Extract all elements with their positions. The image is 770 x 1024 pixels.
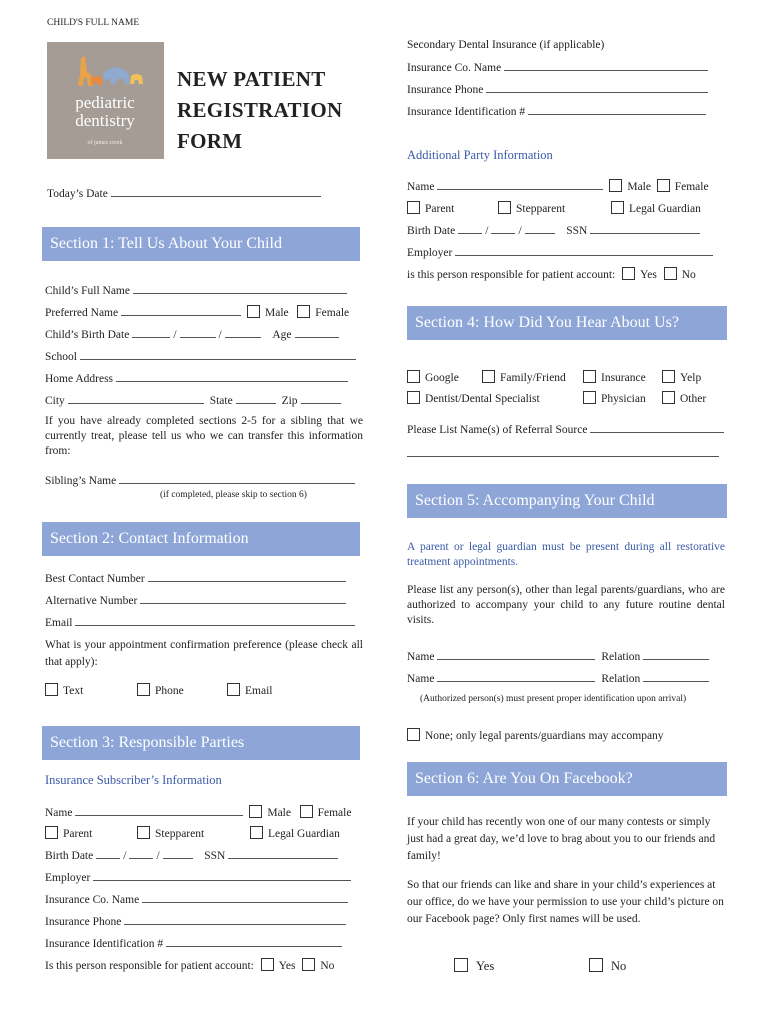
- subscriber-birth-row: Birth Date / / SSN: [45, 848, 341, 863]
- preferred-name-field[interactable]: [121, 305, 241, 316]
- subscriber-insco-label: Insurance Co. Name: [45, 894, 140, 906]
- hear-insurance-label: Insurance: [601, 372, 646, 384]
- state-field[interactable]: [236, 393, 276, 404]
- hear-dentist-option: [407, 391, 540, 406]
- accompany-name2-label: Name: [407, 673, 435, 685]
- subscriber-insco-row: [45, 892, 351, 907]
- sibling-note: If you have already completed sections 2-5 for a sibling that we currently treat, please tell us who we can transfer this information from:: [45, 415, 363, 457]
- additional-birth-row: Birth Date / / SSN: [407, 223, 703, 238]
- pref-phone-label: Phone: [155, 685, 184, 697]
- secondary-insco-row: [407, 60, 711, 75]
- section3-heading: Section 3: Responsible Parties: [42, 726, 360, 760]
- additional-stepparent-checkbox[interactable]: [498, 201, 511, 214]
- additional-name-label: Name: [407, 181, 435, 193]
- accompany-name1-label: Name: [407, 651, 435, 663]
- additional-ssn-field[interactable]: [590, 223, 700, 234]
- best-contact-row: [45, 571, 349, 586]
- additional-male-label: Male: [627, 181, 651, 193]
- hear-yelp-label: Yelp: [680, 372, 702, 384]
- additional-stepparent-option: [498, 201, 565, 216]
- logo-line2: dentistry: [75, 111, 135, 130]
- section2-heading: Section 2: Contact Information: [42, 522, 360, 556]
- additional-stepparent-label: Stepparent: [516, 203, 566, 215]
- facebook-no-option: [589, 958, 626, 973]
- pref-text-label: Text: [63, 685, 84, 697]
- school-row: [45, 349, 359, 364]
- todays-date-row: [47, 186, 324, 201]
- subscriber-insid-label: Insurance Identification #: [45, 938, 164, 950]
- subscriber-stepparent-label: Stepparent: [155, 828, 205, 840]
- subscriber-parent-checkbox[interactable]: [45, 826, 58, 839]
- zip-label: Zip: [281, 395, 298, 407]
- accompany-relation2-label: Relation: [601, 673, 641, 685]
- section1-heading: Section 1: Tell Us About Your Child: [42, 227, 360, 261]
- additional-guardian-option: [611, 201, 701, 216]
- referral-row: [407, 422, 727, 437]
- hear-physician-checkbox[interactable]: [583, 391, 596, 404]
- additional-guardian-label: Legal Guardian: [629, 203, 701, 215]
- subscriber-parent-label: Parent: [63, 828, 93, 840]
- child-birth-date-row: [45, 327, 342, 342]
- subscriber-female-checkbox[interactable]: [300, 805, 313, 818]
- subscriber-female-label: Female: [317, 807, 352, 819]
- secondary-insphone-label: Insurance Phone: [407, 84, 484, 96]
- additional-employer-row: [407, 245, 716, 260]
- none-accompany-checkbox[interactable]: [407, 728, 420, 741]
- email-row: [45, 615, 358, 630]
- hear-insurance-checkbox[interactable]: [583, 370, 596, 383]
- subscriber-ssn-label: SSN: [204, 850, 226, 862]
- hear-physician-option: [583, 391, 646, 406]
- hear-other-checkbox[interactable]: [662, 391, 675, 404]
- child-full-name-field[interactable]: [133, 283, 347, 294]
- child-male-label: Male: [265, 307, 289, 319]
- hear-google-checkbox[interactable]: [407, 370, 420, 383]
- subscriber-employer-row: [45, 870, 354, 885]
- secondary-insid-label: Insurance Identification #: [407, 106, 526, 118]
- secondary-insid-row: [407, 104, 709, 119]
- subscriber-guardian-label: Legal Guardian: [268, 828, 340, 840]
- accompany-name1-row: [407, 649, 712, 664]
- preferred-name-row: [45, 305, 349, 320]
- subscriber-name-field[interactable]: [75, 805, 243, 816]
- subscriber-birth-day[interactable]: [129, 848, 153, 859]
- referral-label: Please List Name(s) of Referral Source: [407, 424, 588, 436]
- additional-name-row: [407, 179, 709, 194]
- subscriber-responsible-no-checkbox[interactable]: [302, 958, 315, 971]
- referral-field[interactable]: [590, 422, 724, 433]
- section4-heading: Section 4: How Did You Hear About Us?: [407, 306, 727, 340]
- additional-parent-option: [407, 201, 454, 216]
- facebook-no-checkbox[interactable]: [589, 958, 603, 972]
- referral-field-line2[interactable]: [407, 456, 719, 457]
- hear-dentist-checkbox[interactable]: [407, 391, 420, 404]
- childs-full-name-header: CHILD'S FULL NAME: [47, 18, 140, 28]
- child-full-name-row: [45, 283, 350, 298]
- pref-email-label: Email: [245, 685, 273, 697]
- practice-logo: [47, 42, 164, 159]
- subscriber-guardian-option: [250, 826, 340, 841]
- pref-question: What is your appointment confirmation preference (please check all that apply):: [45, 639, 363, 668]
- none-accompany-option: [407, 728, 664, 743]
- subscriber-yes-label: Yes: [278, 960, 296, 972]
- best-contact-label: Best Contact Number: [45, 573, 145, 585]
- hear-google-option: [407, 370, 459, 385]
- additional-birth-month[interactable]: [458, 223, 482, 234]
- secondary-insphone-row: [407, 82, 711, 97]
- home-address-row: [45, 371, 351, 386]
- child-full-name-label: Child’s Full Name: [45, 285, 130, 297]
- birth-day-field[interactable]: [180, 327, 216, 338]
- accompany-name2-field[interactable]: [437, 671, 595, 682]
- additional-birth-day[interactable]: [491, 223, 515, 234]
- subscriber-no-label: No: [320, 960, 335, 972]
- subscriber-insid-field[interactable]: [166, 936, 342, 947]
- facebook-no-label: No: [611, 959, 627, 973]
- preferred-name-label: Preferred Name: [45, 307, 119, 319]
- hear-family-option: [482, 370, 566, 385]
- facebook-yes-label: Yes: [476, 959, 495, 973]
- birth-year-field[interactable]: [225, 327, 261, 338]
- city-state-zip-row: [45, 393, 344, 408]
- accompany-list-note: Please list any person(s), other than legal parents/guardians, who are authorized to accompany your child to any future routine dental visits.: [407, 584, 725, 626]
- school-field[interactable]: [80, 349, 356, 360]
- additional-birth-label: Birth Date: [407, 225, 456, 237]
- title-line3: FORM: [177, 129, 243, 153]
- logo-line1: pediatric: [75, 93, 135, 112]
- additional-responsible-yes-checkbox[interactable]: [622, 267, 635, 280]
- subscriber-heading: Insurance Subscriber’s Information: [45, 773, 222, 787]
- additional-no-label: No: [681, 269, 696, 281]
- birth-month-field[interactable]: [132, 327, 170, 338]
- subscriber-name-label: Name: [45, 807, 73, 819]
- siblings-name-field[interactable]: [119, 473, 355, 484]
- additional-parent-checkbox[interactable]: [407, 201, 420, 214]
- slash: /: [173, 329, 177, 341]
- subscriber-stepparent-option: [137, 826, 204, 841]
- hear-google-label: Google: [425, 372, 459, 384]
- subscriber-birth-year[interactable]: [163, 848, 193, 859]
- section6-heading: Section 6: Are You On Facebook?: [407, 762, 727, 796]
- pref-email-checkbox[interactable]: [227, 683, 240, 696]
- additional-employer-field[interactable]: [455, 245, 713, 256]
- best-contact-field[interactable]: [148, 571, 346, 582]
- skip-note: (if completed, please skip to section 6): [160, 490, 307, 500]
- alternative-row: [45, 593, 349, 608]
- accompany-relation1-field[interactable]: [643, 649, 709, 660]
- subscriber-employer-label: Employer: [45, 872, 91, 884]
- zip-field[interactable]: [301, 393, 341, 404]
- additional-responsible-no-checkbox[interactable]: [664, 267, 677, 280]
- additional-responsible-label: is this person responsible for patient account:: [407, 269, 616, 281]
- additional-yes-label: Yes: [640, 269, 657, 281]
- city-label: City: [45, 395, 65, 407]
- additional-name-field[interactable]: [437, 179, 603, 190]
- subscriber-guardian-checkbox[interactable]: [250, 826, 263, 839]
- subscriber-birth-month[interactable]: [96, 848, 120, 859]
- additional-employer-label: Employer: [407, 247, 453, 259]
- school-label: School: [45, 351, 77, 363]
- subscriber-stepparent-checkbox[interactable]: [137, 826, 150, 839]
- hear-yelp-checkbox[interactable]: [662, 370, 675, 383]
- subscriber-insphone-field[interactable]: [124, 914, 346, 925]
- pref-text-checkbox[interactable]: [45, 683, 58, 696]
- email-label: Email: [45, 617, 73, 629]
- pref-email-option: [227, 683, 272, 698]
- subscriber-employer-field[interactable]: [93, 870, 351, 881]
- child-female-checkbox[interactable]: [297, 305, 310, 318]
- subscriber-name-row: [45, 805, 351, 820]
- hear-family-checkbox[interactable]: [482, 370, 495, 383]
- hear-physician-label: Physician: [601, 393, 646, 405]
- logo-tagline: of james creek: [87, 140, 123, 146]
- additional-ssn-label: SSN: [566, 225, 588, 237]
- todays-date-field[interactable]: [111, 186, 321, 197]
- subscriber-responsible-yes-checkbox[interactable]: [261, 958, 274, 971]
- accompany-notice: A parent or legal guardian must be present during all restorative treatment appointments.: [407, 541, 725, 568]
- title-line1: NEW PATIENT: [177, 67, 326, 91]
- subscriber-insid-row: [45, 936, 345, 951]
- secondary-insco-label: Insurance Co. Name: [407, 62, 502, 74]
- secondary-insid-field[interactable]: [528, 104, 706, 115]
- child-female-label: Female: [315, 307, 350, 319]
- subscriber-insphone-label: Insurance Phone: [45, 916, 122, 928]
- facebook-yes-option: [454, 958, 494, 973]
- title-line2: REGISTRATION: [177, 98, 343, 122]
- accompany-name1-field[interactable]: [437, 649, 595, 660]
- subscriber-insco-field[interactable]: [142, 892, 348, 903]
- pref-phone-checkbox[interactable]: [137, 683, 150, 696]
- child-male-checkbox[interactable]: [247, 305, 260, 318]
- siblings-name-label: Sibling’s Name: [45, 475, 117, 487]
- siblings-name-row: [45, 473, 358, 488]
- secondary-heading: Secondary Dental Insurance (if applicable): [407, 39, 605, 51]
- additional-parent-label: Parent: [425, 203, 455, 215]
- secondary-insco-field[interactable]: [504, 60, 708, 71]
- subscriber-responsible-row: [45, 958, 334, 973]
- home-address-field[interactable]: [116, 371, 348, 382]
- additional-male-checkbox[interactable]: [609, 179, 622, 192]
- hear-other-label: Other: [680, 393, 707, 405]
- subscriber-birth-label: Birth Date: [45, 850, 94, 862]
- pref-phone-option: [137, 683, 184, 698]
- additional-responsible-row: [407, 267, 696, 282]
- additional-party-heading: Additional Party Information: [407, 148, 553, 162]
- city-field[interactable]: [68, 393, 204, 404]
- child-birth-date-label: Child’s Birth Date: [45, 329, 130, 341]
- slash: /: [218, 329, 222, 341]
- home-address-label: Home Address: [45, 373, 114, 385]
- subscriber-ssn-field[interactable]: [228, 848, 338, 859]
- accompany-relation1-label: Relation: [601, 651, 641, 663]
- facebook-para1: If your child has recently won one of our many contests or simply just had a great day, we’d love to brag about you to our friends and family!: [407, 816, 716, 862]
- additional-female-label: Female: [674, 181, 709, 193]
- alternative-field[interactable]: [140, 593, 346, 604]
- none-accompany-label: None; only legal parents/guardians may accompany: [425, 730, 664, 742]
- hear-insurance-option: [583, 370, 646, 385]
- additional-birth-year[interactable]: [525, 223, 555, 234]
- form-title: [177, 64, 342, 157]
- id-note: (Authorized person(s) must present proper identification upon arrival): [420, 694, 687, 704]
- additional-guardian-checkbox[interactable]: [611, 201, 624, 214]
- accompany-relation2-field[interactable]: [643, 671, 709, 682]
- section5-heading: Section 5: Accompanying Your Child: [407, 484, 727, 518]
- state-label: State: [209, 395, 233, 407]
- accompany-name2-row: [407, 671, 712, 686]
- pref-text-option: [45, 683, 83, 698]
- facebook-yes-checkbox[interactable]: [454, 958, 468, 972]
- subscriber-male-checkbox[interactable]: [249, 805, 262, 818]
- hear-yelp-option: [662, 370, 701, 385]
- subscriber-parent-option: [45, 826, 92, 841]
- todays-date-label: Today’s Date: [47, 188, 108, 200]
- age-field[interactable]: [295, 327, 339, 338]
- facebook-para2: So that our friends can like and share in your child’s experiences at our office, do we have your permission to use your child’s picture on our Facebook page? Only first names will be used.: [407, 879, 724, 925]
- hear-dentist-label: Dentist/Dental Specialist: [425, 393, 540, 405]
- email-field[interactable]: [75, 615, 355, 626]
- alternative-label: Alternative Number: [45, 595, 138, 607]
- hear-family-label: Family/Friend: [500, 372, 566, 384]
- hear-other-option: [662, 391, 706, 406]
- subscriber-insphone-row: [45, 914, 349, 929]
- age-label: Age: [272, 329, 292, 341]
- secondary-insphone-field[interactable]: [486, 82, 708, 93]
- subscriber-male-label: Male: [267, 807, 291, 819]
- additional-female-checkbox[interactable]: [657, 179, 670, 192]
- animals-icon: [47, 42, 164, 159]
- subscriber-responsible-label: Is this person responsible for patient account:: [45, 960, 254, 972]
